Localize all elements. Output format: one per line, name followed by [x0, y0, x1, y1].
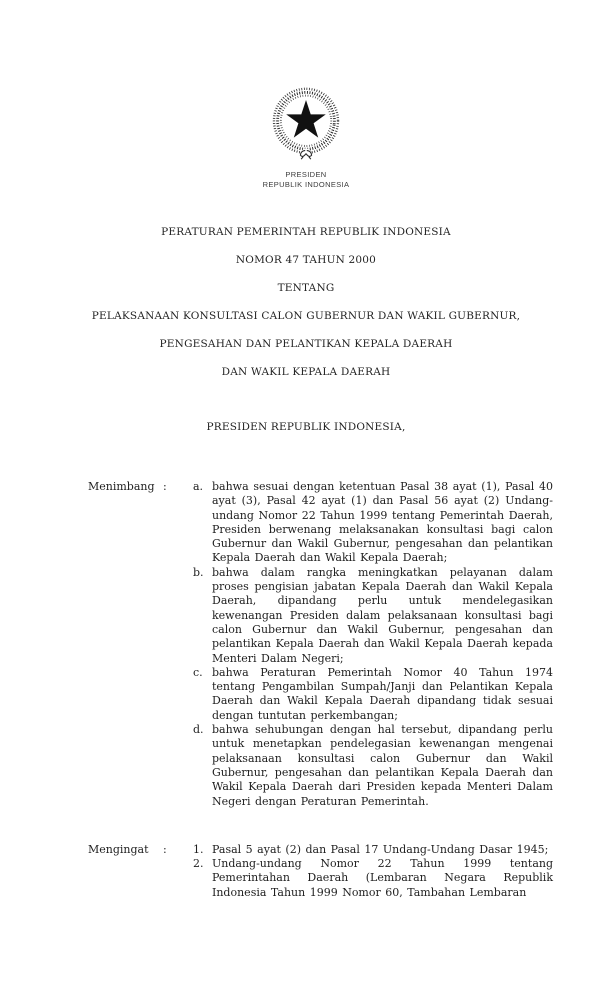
title-line-subject-2: PENGESAHAN DAN PELANTIKAN KEPALA DAERAH — [159, 338, 453, 350]
title-line-regulation: PERATURAN PEMERINTAH REPUBLIK INDONESIA — [161, 226, 451, 238]
regulation-title-block — [0, 218, 612, 386]
title-line-tentang: TENTANG — [277, 282, 335, 294]
menimbang-item-a — [88, 480, 612, 566]
menimbang-item-b — [88, 566, 612, 666]
star-wreath-emblem-icon — [265, 84, 347, 164]
section-mengingat — [0, 843, 612, 900]
item-marker: d. — [193, 723, 204, 737]
title-line-subject-3: DAN WAKIL KEPALA DAERAH — [221, 366, 391, 378]
emblem-caption-presiden: PRESIDEN — [285, 170, 327, 179]
section-menimbang — [0, 480, 612, 809]
item-text: bahwa Peraturan Pemerintah Nomor 40 Tahun 1974 tentang Pengambilan Sumpah/Janji dan Pelantikan Kepala Daerah dan Wakil Kepala Daerah dipandang tidak sesuai dengan tuntutan perkembangan; — [212, 665, 553, 722]
item-text: Pasal 5 ayat (2) dan Pasal 17 Undang-Undang Dasar 1945; — [212, 842, 549, 856]
title-line-subject-1: PELAKSANAAN KONSULTASI CALON GUBERNUR DAN WAKIL GUBERNUR, — [91, 310, 521, 322]
menimbang-item-c — [88, 666, 612, 723]
section-colon: : — [163, 842, 167, 856]
section-label-menimbang: Menimbang — [88, 480, 155, 493]
item-marker: 1. — [193, 842, 204, 856]
menimbang-item-d — [88, 723, 612, 809]
item-marker: a. — [193, 480, 204, 493]
item-text: bahwa sehubungan dengan hal tersebut, dipandang perlu untuk menetapkan pendelegasian kewenangan mengenai pelaksanaan konsultasi calon Gubernur dan Wakil Gubernur, pengesahan dan pelantikan Kepala Daerah dan Wakil Kepala Daerah dari Presiden kepada Menteri Dalam Negeri dengan Peraturan Pemerintah. — [212, 723, 553, 808]
mengingat-item-1 — [88, 843, 612, 857]
mengingat-item-2 — [88, 857, 612, 900]
item-marker: 2. — [193, 857, 204, 871]
item-text: bahwa dalam rangka meningkatkan pelayanan dalam proses pengisian jabatan Kepala Daerah dan Wakil Kepala Daerah, dipandang perlu untuk mendelegasikan kewenangan Presiden dalam pelaksanaan konsultasi bagi calon Gubernur dan Wakil Gubernur, pengesahan dan pelantikan Kepala Daerah dan Wakil Kepala Daerah kepada Menteri Dalam Negeri; — [212, 565, 553, 665]
emblem-caption-republik-indonesia: REPUBLIK INDONESIA — [262, 180, 350, 189]
section-label-mengingat: Mengingat — [88, 842, 149, 856]
preamble-heading: PRESIDEN REPUBLIK INDONESIA, — [206, 421, 406, 433]
national-emblem-block — [0, 0, 612, 190]
title-line-number: NOMOR 47 TAHUN 2000 — [235, 254, 377, 266]
section-colon: : — [163, 480, 167, 493]
item-marker: b. — [193, 565, 204, 579]
item-text: Undang-undang Nomor 22 Tahun 1999 tentang Pemerintahan Daerah (Lembaran Negara Republik Indonesia Tahun 1999 Nomor 60, Tambahan Lembaran — [212, 857, 553, 899]
item-text: bahwa sesuai dengan ketentuan Pasal 38 ayat (1), Pasal 40 ayat (3), Pasal 42 ayat (1) dan Pasal 56 ayat (2) Undang-undang Nomor 22 Tahun 1999 tentang Pemerintah Daerah, Presiden berwenang melaksanakan konsultasi bagi calon Gubernur dan Wakil Gubernur, pengesahan dan pelantikan Kepala Daerah dan Wakil Kepala Daerah; — [212, 480, 553, 565]
item-marker: c. — [193, 665, 203, 679]
